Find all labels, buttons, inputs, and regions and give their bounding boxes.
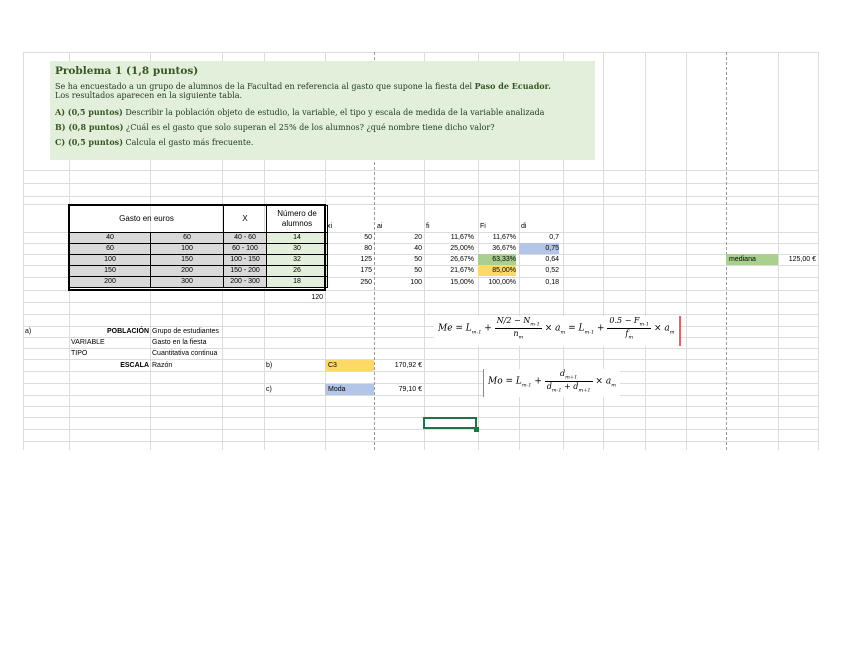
table-cell[interactable]: 100: [70, 255, 151, 266]
xi-cell[interactable]: 50: [364, 234, 372, 241]
table-cell[interactable]: 200: [70, 277, 151, 288]
problem-title: Problema 1 (1,8 puntos): [55, 65, 199, 77]
table-cell[interactable]: 200 - 300: [224, 277, 267, 288]
table-cell[interactable]: 60: [70, 244, 151, 255]
header-x[interactable]: X: [224, 206, 267, 233]
table-cell[interactable]: 150: [151, 255, 224, 266]
mediana-label[interactable]: mediana: [726, 254, 778, 265]
selected-cell[interactable]: [423, 417, 477, 429]
total-alumnos[interactable]: 120: [311, 294, 323, 301]
problem-intro-2: Los resultados aparecen en la siguiente tabla.: [55, 91, 243, 100]
table-cell[interactable]: 30: [267, 244, 328, 255]
answer-b-label[interactable]: b): [266, 362, 273, 369]
table-cell[interactable]: 100: [151, 244, 224, 255]
ai-cell[interactable]: 100: [410, 279, 422, 286]
fi-cell[interactable]: 11,67%: [450, 234, 474, 241]
problem-intro: Se ha encuestado a un grupo de alumnos de la Facultad en referencia al gasto que supone la fiesta del Paso de Ecuador.: [55, 81, 551, 91]
tipo-label[interactable]: TIPO: [71, 350, 88, 357]
di-cell-highlighted[interactable]: 0,75: [519, 243, 559, 254]
xi-cell[interactable]: 175: [360, 267, 372, 274]
median-formula[interactable]: $Me = L_{m-1}$ + $\frac{N/2 - N_{m-1}}{n_m}$ × $a_m = L_{m-1}$ + $\frac{0.5 - F_{m-1}}{f_m}$ × $a_m$: [434, 316, 681, 346]
question-b: B) (0,8 puntos) ¿Cuál es el gasto que solo superan el 25% de los alumnos? ¿qué nombre tiene dicho valor?: [55, 122, 495, 132]
table-cell[interactable]: 150: [70, 266, 151, 277]
col-header-Fi[interactable]: Fi: [480, 223, 486, 230]
table-cell[interactable]: 40 - 60: [224, 233, 267, 244]
xi-cell[interactable]: 125: [360, 256, 372, 263]
ai-cell[interactable]: 50: [414, 267, 422, 274]
answer-c-label[interactable]: c): [266, 386, 272, 393]
table-cell[interactable]: 300: [151, 277, 224, 288]
mode-formula[interactable]: $Mo = L_{m-1}$ + $\frac{d_{m+1}}{d_{m-1} + d_{m+1}}$ × $a_m$: [483, 369, 620, 397]
poblacion-value[interactable]: Grupo de estudiantes: [152, 328, 219, 335]
col-header-di[interactable]: di: [521, 223, 527, 230]
fi-cell[interactable]: 26,67%: [450, 256, 474, 263]
table-cell[interactable]: 100 - 150: [224, 255, 267, 266]
fi-cell[interactable]: 15,00%: [450, 279, 474, 286]
fi-cell[interactable]: 25,00%: [450, 245, 474, 252]
tipo-value[interactable]: Cuantitativa continua: [152, 350, 218, 357]
fill-handle[interactable]: [474, 427, 479, 432]
question-c: C) (0,5 puntos) Calcula el gasto más frecuente.: [55, 137, 254, 147]
moda-value[interactable]: 79,10 €: [398, 386, 422, 393]
table-cell[interactable]: 60: [151, 233, 224, 244]
problem-statement: [50, 61, 595, 160]
Fi-cell[interactable]: 100,00%: [488, 279, 516, 286]
table-cell[interactable]: 40: [70, 233, 151, 244]
table-cell[interactable]: 14: [267, 233, 328, 244]
Fi-cell[interactable]: 36,67%: [492, 245, 516, 252]
question-a: A) (0,5 puntos) Describir la población objeto de estudio, la variable, el tipo y escala de medida de la variable analizada: [55, 107, 545, 117]
di-cell[interactable]: 0,18: [545, 279, 559, 286]
di-cell[interactable]: 0,64: [545, 256, 559, 263]
header-gasto[interactable]: Gasto en euros: [70, 206, 224, 233]
xi-cell[interactable]: 250: [360, 279, 372, 286]
ai-cell[interactable]: 50: [414, 256, 422, 263]
table-cell[interactable]: 26: [267, 266, 328, 277]
poblacion-label[interactable]: POBLACIÓN: [107, 328, 149, 335]
mediana-value[interactable]: 125,00 €: [788, 256, 816, 263]
c3-value[interactable]: 170,92 €: [394, 362, 422, 369]
table-cell[interactable]: 60 - 100: [224, 244, 267, 255]
col-header-fi[interactable]: fi: [426, 223, 430, 230]
c3-label[interactable]: C3: [325, 360, 374, 371]
col-header-xi[interactable]: xi: [327, 223, 333, 230]
table-cell[interactable]: 200: [151, 266, 224, 277]
ai-cell[interactable]: 40: [414, 245, 422, 252]
ai-cell[interactable]: 20: [414, 234, 422, 241]
col-header-ai[interactable]: ai: [377, 223, 383, 230]
variable-label[interactable]: VARIABLE: [71, 339, 105, 346]
table-cell[interactable]: 18: [267, 277, 328, 288]
escala-label[interactable]: ESCALA: [120, 362, 149, 369]
table-cell[interactable]: 32: [267, 255, 328, 266]
Fi-cell[interactable]: 11,67%: [492, 234, 516, 241]
di-cell[interactable]: 0,52: [545, 267, 559, 274]
Fi-cell-highlighted[interactable]: 63,33%: [478, 254, 516, 265]
xi-cell[interactable]: 80: [364, 245, 372, 252]
fi-cell[interactable]: 21,67%: [450, 267, 474, 274]
header-n[interactable]: Número de alumnos: [267, 206, 328, 233]
moda-label[interactable]: Moda: [325, 384, 374, 395]
variable-value[interactable]: Gasto en la fiesta: [152, 339, 207, 346]
di-cell[interactable]: 0,7: [549, 234, 559, 241]
escala-value[interactable]: Razón: [152, 362, 173, 369]
answer-a-label[interactable]: a): [25, 328, 32, 335]
frequency-table: [69, 205, 328, 288]
Fi-cell-highlighted[interactable]: 85,00%: [478, 265, 516, 276]
table-cell[interactable]: 150 - 200: [224, 266, 267, 277]
